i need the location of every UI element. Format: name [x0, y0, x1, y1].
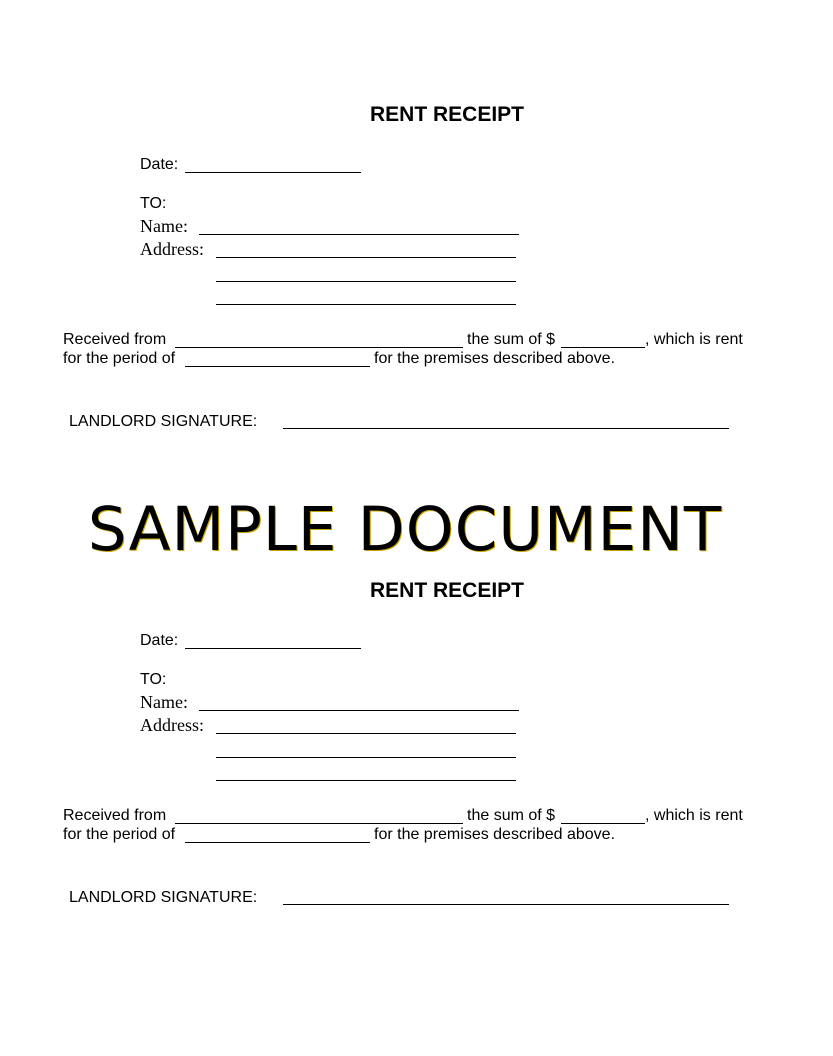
address-field-line-1[interactable]	[216, 257, 516, 258]
address-field-line-2[interactable]	[216, 281, 516, 282]
receipt-title: RENT RECEIPT	[369, 103, 524, 126]
rent-receipt-1	[0, 0, 833, 430]
name-field-line[interactable]	[199, 234, 519, 235]
period-label: for the period of	[63, 826, 176, 843]
period-field-line[interactable]	[185, 366, 370, 367]
name-label: Name:	[140, 692, 188, 712]
sum-field-line[interactable]	[561, 347, 645, 348]
date-label: Date:	[140, 632, 179, 649]
received-from-field-line[interactable]	[175, 823, 463, 824]
sum-label: the sum of $	[467, 807, 556, 824]
premises-label: for the premises described above.	[374, 350, 616, 367]
premises-label: for the premises described above.	[374, 826, 616, 843]
to-label: TO:	[140, 195, 167, 212]
rent-receipt-2	[0, 476, 833, 906]
address-field-line-3[interactable]	[216, 304, 516, 305]
landlord-signature-label: LANDLORD SIGNATURE:	[69, 889, 258, 906]
which-is-rent-label: , which is rent	[645, 331, 743, 348]
period-label: for the period of	[63, 350, 176, 367]
name-field-line[interactable]	[199, 710, 519, 711]
which-is-rent-label: , which is rent	[645, 807, 743, 824]
address-label: Address:	[140, 239, 204, 259]
landlord-signature-line[interactable]	[283, 428, 729, 429]
address-field-line-1[interactable]	[216, 733, 516, 734]
to-label: TO:	[140, 671, 167, 688]
date-field-line[interactable]	[185, 648, 361, 649]
period-field-line[interactable]	[185, 842, 370, 843]
received-from-label: Received from	[63, 807, 167, 824]
date-field-line[interactable]	[185, 172, 361, 173]
date-label: Date:	[140, 156, 179, 173]
received-from-label: Received from	[63, 331, 167, 348]
receipt-title: RENT RECEIPT	[369, 579, 524, 602]
name-label: Name:	[140, 216, 188, 236]
landlord-signature-line[interactable]	[283, 904, 729, 905]
sum-label: the sum of $	[467, 331, 556, 348]
sum-field-line[interactable]	[561, 823, 645, 824]
received-from-field-line[interactable]	[175, 347, 463, 348]
address-field-line-2[interactable]	[216, 757, 516, 758]
address-field-line-3[interactable]	[216, 780, 516, 781]
address-label: Address:	[140, 715, 204, 735]
landlord-signature-label: LANDLORD SIGNATURE:	[69, 413, 258, 430]
sample-document-watermark: SAMPLE DOCUMENT	[87, 494, 723, 565]
